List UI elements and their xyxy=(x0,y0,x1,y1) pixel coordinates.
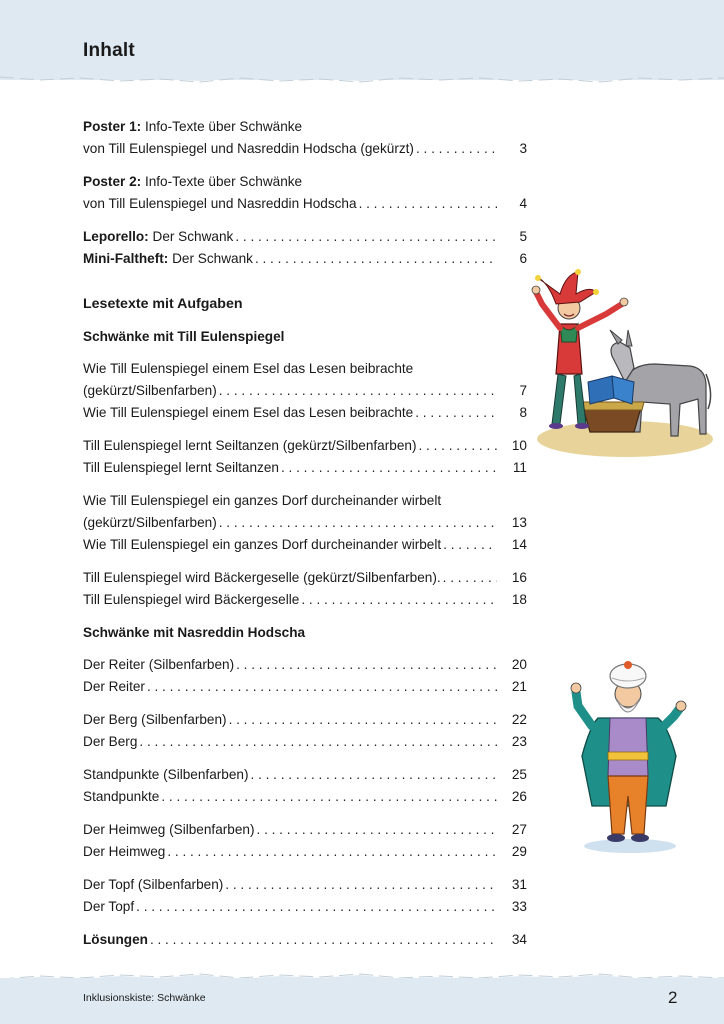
toc-entry[interactable] xyxy=(83,512,527,534)
nasreddin-hodscha-illustration xyxy=(568,656,688,856)
toc-entry-poster1-line1 xyxy=(83,116,527,138)
toc-entry[interactable] xyxy=(83,589,527,611)
toc-page-number: 27 xyxy=(511,822,527,837)
toc-entry[interactable] xyxy=(83,731,527,753)
toc-text: Der Topf (Silbenfarben) xyxy=(83,877,224,892)
section-heading: Lesetexte mit Aufgaben xyxy=(83,296,243,312)
toc-page-number: 33 xyxy=(511,899,527,914)
toc-page-number: 13 xyxy=(511,515,527,530)
toc-page-number: 29 xyxy=(511,844,527,859)
toc-text: von Till Eulenspiegel und Nasreddin Hodscha (gekürzt) xyxy=(83,141,414,156)
subsection-heading-nasreddin: Schwänke mit Nasreddin Hodscha xyxy=(83,625,306,640)
toc-entry[interactable] xyxy=(83,654,527,676)
toc-page-number: 34 xyxy=(511,932,527,947)
toc-entry[interactable] xyxy=(83,819,527,841)
toc-label: Poster 2: xyxy=(83,174,142,189)
toc-text: Till Eulenspiegel lernt Seiltanzen (gekürzt/Silbenfarben) xyxy=(83,438,417,453)
toc-entry-poster1[interactable] xyxy=(83,138,527,160)
toc-label: Leporello: xyxy=(83,229,149,244)
toc-text: Der Heimweg (Silbenfarben) xyxy=(83,822,255,837)
toc-entry[interactable] xyxy=(83,764,527,786)
toc-entry-line1 xyxy=(83,358,527,380)
toc-text: Standpunkte (Silbenfarben) xyxy=(83,767,249,782)
toc-text: Der Reiter xyxy=(83,679,145,694)
toc-text: Info-Texte über Schwänke xyxy=(141,119,303,134)
toc-label: Poster 1: xyxy=(83,119,142,134)
toc-page-number: 16 xyxy=(511,570,527,585)
toc-text: Lösungen xyxy=(83,932,148,947)
toc-entry-poster2-line1 xyxy=(83,171,527,193)
toc-page-number: 14 xyxy=(511,537,527,552)
toc-page-number: 23 xyxy=(511,734,527,749)
toc-text: Till Eulenspiegel wird Bäckergeselle (gekürzt/Silbenfarben). xyxy=(83,570,441,585)
toc-page-number: 6 xyxy=(519,251,527,266)
toc-page-number: 20 xyxy=(511,657,527,672)
toc-text: (gekürzt/Silbenfarben) xyxy=(83,515,217,530)
toc-entry[interactable] xyxy=(83,841,527,863)
toc-page-number: 22 xyxy=(511,712,527,727)
toc-entry[interactable] xyxy=(83,457,527,479)
toc-text: Der Berg (Silbenfarben) xyxy=(83,712,227,727)
toc-page-number: 4 xyxy=(519,196,527,211)
toc-entry[interactable] xyxy=(83,435,527,457)
toc-entry-leporello[interactable] xyxy=(83,226,527,248)
toc-entry-minifaltheft[interactable] xyxy=(83,248,527,270)
toc-entry[interactable] xyxy=(83,896,527,918)
page-title: Inhalt xyxy=(83,40,135,61)
toc-entry[interactable] xyxy=(83,874,527,896)
toc-text: Wie Till Eulenspiegel einem Esel das Lesen beibrachte xyxy=(83,361,414,376)
toc-entry-loesungen[interactable] xyxy=(83,929,527,951)
toc-text: Till Eulenspiegel lernt Seiltanzen xyxy=(83,460,279,475)
toc-text: (gekürzt/Silbenfarben) xyxy=(83,383,217,398)
toc-text: Till Eulenspiegel wird Bäckergeselle xyxy=(83,592,300,607)
toc-entry[interactable] xyxy=(83,709,527,731)
toc-text: Der Topf xyxy=(83,899,135,914)
table-of-contents xyxy=(83,116,527,951)
toc-text: Standpunkte xyxy=(83,789,160,804)
toc-text: von Till Eulenspiegel und Nasreddin Hodscha xyxy=(83,196,357,211)
toc-text: Der Schwank xyxy=(168,251,253,266)
toc-entry[interactable] xyxy=(83,676,527,698)
toc-entry[interactable] xyxy=(83,402,527,424)
toc-text: Der Heimweg xyxy=(83,844,166,859)
toc-page-number: 8 xyxy=(519,405,527,420)
toc-label: Mini-Faltheft: xyxy=(83,251,169,266)
toc-page-number: 11 xyxy=(512,460,527,475)
toc-text: Wie Till Eulenspiegel ein ganzes Dorf durcheinander wirbelt xyxy=(83,537,442,552)
toc-entry[interactable] xyxy=(83,380,527,402)
toc-entry-poster2[interactable] xyxy=(83,193,527,215)
toc-page-number: 10 xyxy=(511,438,527,453)
toc-page-number: 3 xyxy=(519,141,527,156)
toc-text: Wie Till Eulenspiegel ein ganzes Dorf durcheinander wirbelt xyxy=(83,493,442,508)
toc-entry[interactable] xyxy=(83,534,527,556)
toc-entry-line1 xyxy=(83,490,527,512)
toc-page-number: 26 xyxy=(511,789,527,804)
toc-page-number: 31 xyxy=(511,877,527,892)
toc-text: Der Schwank xyxy=(148,229,234,244)
toc-entry[interactable] xyxy=(83,567,527,589)
toc-entry[interactable] xyxy=(83,786,527,808)
jester-with-donkey-illustration xyxy=(530,264,714,464)
header-torn-edge xyxy=(0,74,724,86)
toc-page-number: 18 xyxy=(511,592,527,607)
toc-text: Wie Till Eulenspiegel einem Esel das Lesen beibrachte xyxy=(83,405,414,420)
toc-text: Der Berg xyxy=(83,734,138,749)
footer-text: Inklusionskiste: Schwänke xyxy=(83,992,206,1004)
subsection-heading-till: Schwänke mit Till Eulenspiegel xyxy=(83,329,285,344)
toc-page-number: 5 xyxy=(519,229,527,244)
toc-page-number: 21 xyxy=(511,679,527,694)
page-number: 2 xyxy=(668,988,678,1007)
toc-page-number: 25 xyxy=(511,767,527,782)
toc-text: Info-Texte über Schwänke xyxy=(141,174,303,189)
toc-page-number: 7 xyxy=(519,383,527,398)
toc-text: Der Reiter (Silbenfarben) xyxy=(83,657,235,672)
